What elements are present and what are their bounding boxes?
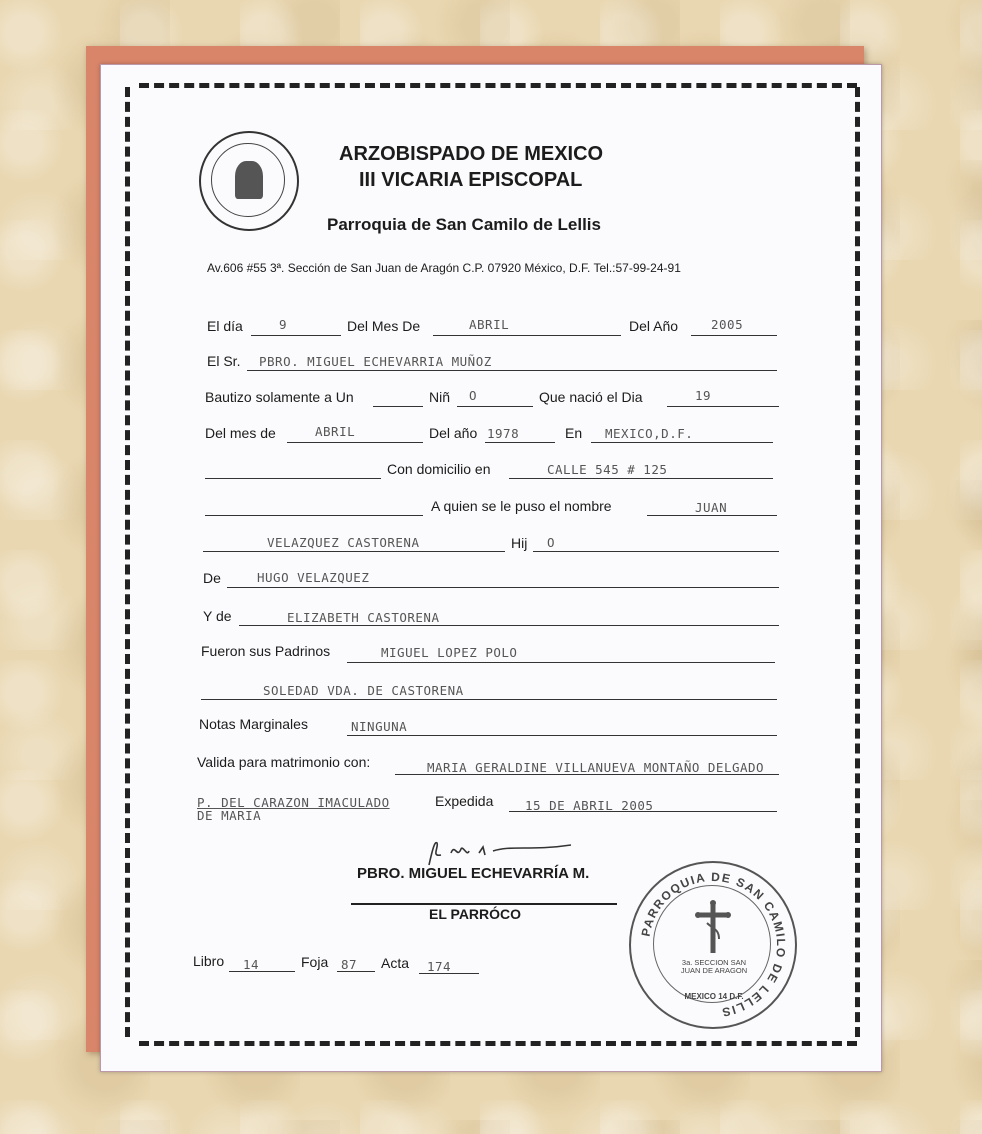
sr-label: El Sr. <box>207 353 241 369</box>
header-archdiocese: ARZOBISPADO DE MEXICO <box>339 143 604 165</box>
notas-value: NINGUNA <box>351 719 408 734</box>
mesde-value: ABRIL <box>315 424 356 439</box>
border-right <box>855 87 860 1037</box>
nombre-value: JUAN <box>695 500 728 515</box>
foja-label: Foja <box>301 954 329 970</box>
mes-value: ABRIL <box>469 317 510 332</box>
de-label: De <box>203 570 221 586</box>
bautizo-label: Bautizo solamente a Un <box>205 389 354 405</box>
padrino1-value: MIGUEL LOPEZ POLO <box>381 645 518 660</box>
delanio-value: 1978 <box>487 426 520 441</box>
en-label: En <box>565 425 583 441</box>
baptism-certificate <box>100 64 882 1072</box>
acta-value: 174 <box>427 959 452 974</box>
padre-value: HUGO VELAZQUEZ <box>257 570 370 585</box>
yde-label: Y de <box>203 608 232 624</box>
expedida-label: Expedida <box>435 793 494 809</box>
sr-value: PBRO. MIGUEL ECHEVARRIA MUÑOZ <box>259 354 492 369</box>
padrinos-label: Fueron sus Padrinos <box>201 643 331 659</box>
anio-value: 2005 <box>711 317 744 332</box>
nacio-label: Que nació el Dia <box>539 389 643 405</box>
hij-label: Hij <box>511 535 528 551</box>
padrino2-value: SOLEDAD VDA. DE CASTORENA <box>263 683 464 698</box>
valida-value: MARIA GERALDINE VILLANUEVA MONTAÑO DELGADO <box>427 760 765 775</box>
notas-label: Notas Marginales <box>199 716 308 732</box>
seal-bottom-text: MEXICO 14 D.F. <box>684 992 744 1001</box>
domicilio-value: CALLE 545 # 125 <box>547 462 668 477</box>
apellidos-value: VELAZQUEZ CASTORENA <box>267 535 420 550</box>
en-value: MEXICO,D.F. <box>605 426 694 441</box>
header-vicaria: III VICARIA EPISCOPAL <box>359 169 583 191</box>
anio-label: Del Año <box>629 318 679 334</box>
priest-title: EL PARRÓCO <box>429 906 522 922</box>
parish-name: Parroquia de San Camilo de Lellis <box>327 215 601 234</box>
mes-label: Del Mes De <box>347 318 421 334</box>
seal-ring-text: PARROQUIA DE SAN CAMILO DE LELLIS <box>638 869 789 1020</box>
expedida-value: 15 DE ABRIL 2005 <box>525 798 654 813</box>
parish-seal <box>629 861 797 1029</box>
hij-value: O <box>547 535 556 550</box>
border-left <box>125 87 130 1037</box>
parroquia-exp-value: P. DEL CARAZON IMACULADO <box>197 795 390 810</box>
border-top <box>139 83 857 88</box>
valida-label: Valida para matrimonio con: <box>197 754 371 770</box>
nin-label: Niñ <box>429 389 451 405</box>
libro-value: 14 <box>243 957 260 972</box>
dia-value: 9 <box>279 317 288 332</box>
dia-label: El día <box>207 318 243 334</box>
parroquia-exp-value-2: DE MARIA <box>197 808 262 823</box>
acta-label: Acta <box>381 955 410 971</box>
priest-name: PBRO. MIGUEL ECHEVARRÍA M. <box>357 865 590 882</box>
cross-icon <box>693 899 733 955</box>
nacio-dia-value: 19 <box>695 388 712 403</box>
archdiocese-seal <box>199 131 299 231</box>
mesde-label: Del mes de <box>205 425 276 441</box>
domicilio-label: Con domicilio en <box>387 461 491 477</box>
nombre-label: A quien se le puso el nombre <box>431 498 612 514</box>
parish-address: Av.606 #55 3ª. Sección de San Juan de Aragón C.P. 07920 México, D.F. Tel.:57-99-24-91 <box>207 261 681 275</box>
border-bottom <box>139 1041 857 1046</box>
foja-value: 87 <box>341 957 358 972</box>
libro-label: Libro <box>193 953 225 969</box>
seal-center-text: 3a. SECCION SAN JUAN DE ARAGON <box>680 958 748 975</box>
nin-value: O <box>469 388 478 403</box>
madre-value: ELIZABETH CASTORENA <box>287 610 440 625</box>
delanio-label: Del año <box>429 425 478 441</box>
